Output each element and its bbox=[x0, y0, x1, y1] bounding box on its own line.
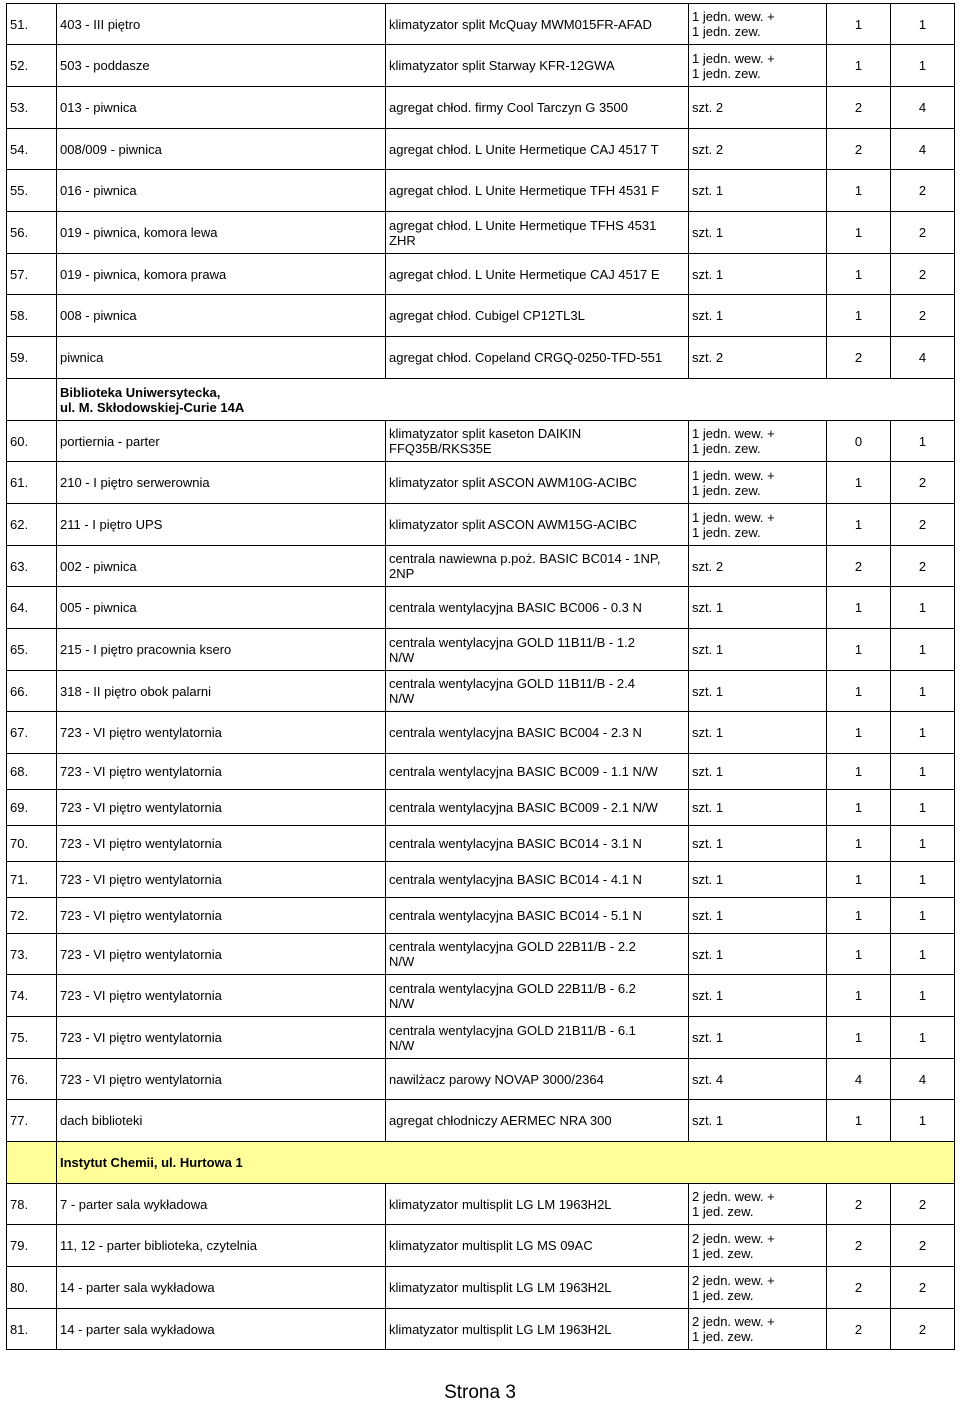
table-body bbox=[7, 4, 955, 1350]
row-location: 210 - I piętro serwerownia bbox=[57, 462, 386, 504]
row-quantity-2: 1 bbox=[891, 4, 955, 45]
table-row bbox=[7, 975, 955, 1017]
row-quantity-1: 1 bbox=[827, 934, 891, 975]
row-location: 723 - VI piętro wentylatornia bbox=[57, 1017, 386, 1059]
row-quantity-1: 1 bbox=[827, 212, 891, 254]
row-quantity-2: 2 bbox=[891, 504, 955, 546]
row-unit: 2 jedn. wew. + 1 jed. zew. bbox=[689, 1267, 827, 1309]
row-location: 14 - parter sala wykładowa bbox=[57, 1267, 386, 1309]
row-number: 70. bbox=[7, 826, 57, 862]
row-unit: szt. 1 bbox=[689, 826, 827, 862]
row-number: 65. bbox=[7, 629, 57, 671]
row-quantity-2: 1 bbox=[891, 975, 955, 1017]
row-quantity-2: 1 bbox=[891, 45, 955, 87]
row-quantity-2: 1 bbox=[891, 421, 955, 462]
row-unit: szt. 2 bbox=[689, 546, 827, 587]
row-quantity-2: 1 bbox=[891, 754, 955, 790]
row-number: 75. bbox=[7, 1017, 57, 1059]
table-row bbox=[7, 1225, 955, 1267]
row-device: agregat chłod. firmy Cool Tarczyn G 3500 bbox=[386, 87, 689, 129]
row-location: 11, 12 - parter biblioteka, czytelnia bbox=[57, 1225, 386, 1267]
row-quantity-1: 2 bbox=[827, 1267, 891, 1309]
row-number: 71. bbox=[7, 862, 57, 898]
table-row bbox=[7, 45, 955, 87]
table-row bbox=[7, 671, 955, 712]
row-unit: szt. 4 bbox=[689, 1059, 827, 1100]
row-unit: szt. 1 bbox=[689, 1100, 827, 1142]
row-device: klimatyzator split ASCON AWM15G-ACIBC bbox=[386, 504, 689, 546]
row-quantity-2: 1 bbox=[891, 587, 955, 629]
row-quantity-1: 1 bbox=[827, 504, 891, 546]
row-number: 74. bbox=[7, 975, 57, 1017]
row-location: 318 - II piętro obok palarni bbox=[57, 671, 386, 712]
row-device: agregat chłod. Cubigel CP12TL3L bbox=[386, 295, 689, 337]
row-quantity-1: 1 bbox=[827, 790, 891, 826]
table-row bbox=[7, 87, 955, 129]
row-number: 59. bbox=[7, 337, 57, 379]
section-header-row bbox=[7, 1142, 955, 1184]
row-device: agregat chłodniczy AERMEC NRA 300 bbox=[386, 1100, 689, 1142]
row-quantity-2: 2 bbox=[891, 546, 955, 587]
row-device: centrala wentylacyjna GOLD 22B11/B - 2.2 N/W bbox=[386, 934, 689, 975]
row-device: centrala wentylacyjna GOLD 21B11/B - 6.1 N/W bbox=[386, 1017, 689, 1059]
row-quantity-1: 1 bbox=[827, 862, 891, 898]
row-unit: szt. 1 bbox=[689, 790, 827, 826]
row-quantity-1: 1 bbox=[827, 1100, 891, 1142]
row-unit: 2 jedn. wew. + 1 jed. zew. bbox=[689, 1225, 827, 1267]
row-unit: szt. 1 bbox=[689, 934, 827, 975]
row-unit: szt. 1 bbox=[689, 898, 827, 934]
row-unit: szt. 1 bbox=[689, 754, 827, 790]
row-quantity-1: 2 bbox=[827, 87, 891, 129]
row-number: 78. bbox=[7, 1184, 57, 1225]
row-number: 51. bbox=[7, 4, 57, 45]
row-quantity-1: 1 bbox=[827, 170, 891, 212]
row-quantity-1: 1 bbox=[827, 898, 891, 934]
row-location: 403 - III piętro bbox=[57, 4, 386, 45]
row-quantity-1: 1 bbox=[827, 295, 891, 337]
section-header-blank bbox=[7, 1142, 57, 1184]
row-quantity-2: 2 bbox=[891, 212, 955, 254]
table-row bbox=[7, 129, 955, 170]
row-location: 005 - piwnica bbox=[57, 587, 386, 629]
row-location: 215 - I piętro pracownia ksero bbox=[57, 629, 386, 671]
section-header-row bbox=[7, 379, 955, 421]
row-location: dach biblioteki bbox=[57, 1100, 386, 1142]
row-unit: 2 jedn. wew. + 1 jed. zew. bbox=[689, 1309, 827, 1350]
row-location: 002 - piwnica bbox=[57, 546, 386, 587]
row-unit: szt. 1 bbox=[689, 629, 827, 671]
row-location: piwnica bbox=[57, 337, 386, 379]
row-number: 69. bbox=[7, 790, 57, 826]
row-location: 019 - piwnica, komora lewa bbox=[57, 212, 386, 254]
table-row bbox=[7, 629, 955, 671]
row-number: 54. bbox=[7, 129, 57, 170]
row-unit: 2 jedn. wew. + 1 jed. zew. bbox=[689, 1184, 827, 1225]
row-device: centrala wentylacyjna BASIC BC014 - 3.1 N bbox=[386, 826, 689, 862]
row-quantity-2: 2 bbox=[891, 254, 955, 295]
row-unit: szt. 1 bbox=[689, 1017, 827, 1059]
row-number: 81. bbox=[7, 1309, 57, 1350]
row-device: centrala wentylacyjna BASIC BC014 - 4.1 N bbox=[386, 862, 689, 898]
row-number: 66. bbox=[7, 671, 57, 712]
row-quantity-2: 2 bbox=[891, 462, 955, 504]
row-unit: szt. 1 bbox=[689, 254, 827, 295]
row-location: 019 - piwnica, komora prawa bbox=[57, 254, 386, 295]
row-device: centrala wentylacyjna GOLD 11B11/B - 1.2 N/W bbox=[386, 629, 689, 671]
row-location: portiernia - parter bbox=[57, 421, 386, 462]
row-quantity-1: 2 bbox=[827, 1309, 891, 1350]
row-device: centrala wentylacyjna BASIC BC014 - 5.1 N bbox=[386, 898, 689, 934]
row-unit: szt. 1 bbox=[689, 862, 827, 898]
row-quantity-1: 1 bbox=[827, 587, 891, 629]
table-row bbox=[7, 4, 955, 45]
table-row bbox=[7, 421, 955, 462]
row-quantity-2: 4 bbox=[891, 1059, 955, 1100]
equipment-table bbox=[6, 3, 955, 1350]
table-row bbox=[7, 1267, 955, 1309]
row-number: 76. bbox=[7, 1059, 57, 1100]
row-number: 80. bbox=[7, 1267, 57, 1309]
row-device: nawilżacz parowy NOVAP 3000/2364 bbox=[386, 1059, 689, 1100]
row-number: 58. bbox=[7, 295, 57, 337]
row-number: 62. bbox=[7, 504, 57, 546]
row-location: 723 - VI piętro wentylatornia bbox=[57, 790, 386, 826]
table-row bbox=[7, 254, 955, 295]
table-row bbox=[7, 504, 955, 546]
row-number: 60. bbox=[7, 421, 57, 462]
row-number: 55. bbox=[7, 170, 57, 212]
row-number: 56. bbox=[7, 212, 57, 254]
row-quantity-1: 2 bbox=[827, 337, 891, 379]
table-row bbox=[7, 1309, 955, 1350]
row-quantity-1: 1 bbox=[827, 754, 891, 790]
row-quantity-1: 2 bbox=[827, 129, 891, 170]
row-device: centrala wentylacyjna BASIC BC009 - 2.1 N/W bbox=[386, 790, 689, 826]
table-row bbox=[7, 826, 955, 862]
row-number: 53. bbox=[7, 87, 57, 129]
row-quantity-2: 1 bbox=[891, 1017, 955, 1059]
table-row bbox=[7, 898, 955, 934]
row-unit: szt. 1 bbox=[689, 295, 827, 337]
row-device: centrala wentylacyjna GOLD 22B11/B - 6.2 N/W bbox=[386, 975, 689, 1017]
table-row bbox=[7, 295, 955, 337]
row-location: 723 - VI piętro wentylatornia bbox=[57, 754, 386, 790]
row-quantity-2: 1 bbox=[891, 1100, 955, 1142]
row-device: klimatyzator multisplit LG LM 1963H2L bbox=[386, 1267, 689, 1309]
row-quantity-2: 1 bbox=[891, 712, 955, 754]
row-location: 008 - piwnica bbox=[57, 295, 386, 337]
row-quantity-1: 2 bbox=[827, 1184, 891, 1225]
row-quantity-1: 0 bbox=[827, 421, 891, 462]
row-number: 57. bbox=[7, 254, 57, 295]
row-unit: 1 jedn. wew. + 1 jedn. zew. bbox=[689, 504, 827, 546]
section-header-title: Instytut Chemii, ul. Hurtowa 1 bbox=[57, 1142, 955, 1184]
row-number: 72. bbox=[7, 898, 57, 934]
row-location: 723 - VI piętro wentylatornia bbox=[57, 712, 386, 754]
row-quantity-1: 2 bbox=[827, 546, 891, 587]
row-quantity-2: 1 bbox=[891, 671, 955, 712]
row-number: 77. bbox=[7, 1100, 57, 1142]
row-device: klimatyzator split ASCON AWM10G-ACIBC bbox=[386, 462, 689, 504]
table-row bbox=[7, 462, 955, 504]
row-number: 67. bbox=[7, 712, 57, 754]
row-quantity-2: 4 bbox=[891, 129, 955, 170]
row-quantity-1: 2 bbox=[827, 1225, 891, 1267]
row-quantity-2: 2 bbox=[891, 1225, 955, 1267]
table-row bbox=[7, 1100, 955, 1142]
row-unit: szt. 1 bbox=[689, 170, 827, 212]
row-quantity-1: 4 bbox=[827, 1059, 891, 1100]
row-location: 013 - piwnica bbox=[57, 87, 386, 129]
row-unit: 1 jedn. wew. + 1 jedn. zew. bbox=[689, 462, 827, 504]
table-row bbox=[7, 934, 955, 975]
row-device: centrala wentylacyjna GOLD 11B11/B - 2.4 N/W bbox=[386, 671, 689, 712]
row-quantity-2: 2 bbox=[891, 1309, 955, 1350]
row-quantity-2: 1 bbox=[891, 629, 955, 671]
row-unit: szt. 1 bbox=[689, 712, 827, 754]
row-quantity-2: 1 bbox=[891, 862, 955, 898]
table-row bbox=[7, 712, 955, 754]
row-quantity-1: 1 bbox=[827, 4, 891, 45]
row-location: 211 - I piętro UPS bbox=[57, 504, 386, 546]
row-quantity-1: 1 bbox=[827, 254, 891, 295]
row-unit: szt. 2 bbox=[689, 129, 827, 170]
row-quantity-2: 2 bbox=[891, 1267, 955, 1309]
section-header-title: Biblioteka Uniwersytecka, ul. M. Skłodowskiej-Curie 14A bbox=[57, 379, 955, 421]
row-quantity-1: 1 bbox=[827, 1017, 891, 1059]
row-unit: szt. 1 bbox=[689, 671, 827, 712]
section-header-blank bbox=[7, 379, 57, 421]
row-device: klimatyzator split kaseton DAIKIN FFQ35B/RKS35E bbox=[386, 421, 689, 462]
row-device: centrala wentylacyjna BASIC BC009 - 1.1 N/W bbox=[386, 754, 689, 790]
row-device: klimatyzator multisplit LG LM 1963H2L bbox=[386, 1309, 689, 1350]
table-row bbox=[7, 337, 955, 379]
row-device: centrala wentylacyjna BASIC BC006 - 0.3 N bbox=[386, 587, 689, 629]
row-device: agregat chłod. L Unite Hermetique TFHS 4531 ZHR bbox=[386, 212, 689, 254]
row-quantity-2: 1 bbox=[891, 826, 955, 862]
row-device: agregat chłod. L Unite Hermetique CAJ 4517 T bbox=[386, 129, 689, 170]
table-row bbox=[7, 754, 955, 790]
row-location: 016 - piwnica bbox=[57, 170, 386, 212]
row-device: agregat chłod. L Unite Hermetique TFH 4531 F bbox=[386, 170, 689, 212]
row-device: klimatyzator multisplit LG LM 1963H2L bbox=[386, 1184, 689, 1225]
row-quantity-1: 1 bbox=[827, 671, 891, 712]
row-number: 64. bbox=[7, 587, 57, 629]
page-number: Strona 3 bbox=[444, 1382, 516, 1403]
row-number: 52. bbox=[7, 45, 57, 87]
row-location: 14 - parter sala wykładowa bbox=[57, 1309, 386, 1350]
row-quantity-2: 4 bbox=[891, 337, 955, 379]
table-row bbox=[7, 1017, 955, 1059]
row-location: 723 - VI piętro wentylatornia bbox=[57, 862, 386, 898]
row-quantity-2: 2 bbox=[891, 1184, 955, 1225]
row-device: klimatyzator split Starway KFR-12GWA bbox=[386, 45, 689, 87]
row-quantity-1: 1 bbox=[827, 462, 891, 504]
table-row bbox=[7, 170, 955, 212]
row-quantity-2: 1 bbox=[891, 898, 955, 934]
row-location: 7 - parter sala wykładowa bbox=[57, 1184, 386, 1225]
row-unit: 1 jedn. wew. + 1 jedn. zew. bbox=[689, 421, 827, 462]
row-quantity-1: 1 bbox=[827, 712, 891, 754]
table-row bbox=[7, 587, 955, 629]
row-quantity-1: 1 bbox=[827, 826, 891, 862]
row-number: 68. bbox=[7, 754, 57, 790]
row-quantity-2: 2 bbox=[891, 170, 955, 212]
row-quantity-1: 1 bbox=[827, 45, 891, 87]
row-quantity-2: 2 bbox=[891, 295, 955, 337]
row-location: 723 - VI piętro wentylatornia bbox=[57, 826, 386, 862]
table-row bbox=[7, 212, 955, 254]
row-device: centrala wentylacyjna BASIC BC004 - 2.3 N bbox=[386, 712, 689, 754]
table-row bbox=[7, 862, 955, 898]
row-device: klimatyzator split McQuay MWM015FR-AFAD bbox=[386, 4, 689, 45]
row-location: 723 - VI piętro wentylatornia bbox=[57, 1059, 386, 1100]
row-unit: szt. 1 bbox=[689, 212, 827, 254]
row-number: 73. bbox=[7, 934, 57, 975]
row-device: klimatyzator multisplit LG MS 09AC bbox=[386, 1225, 689, 1267]
row-unit: szt. 1 bbox=[689, 975, 827, 1017]
table-row bbox=[7, 1059, 955, 1100]
row-unit: 1 jedn. wew. + 1 jedn. zew. bbox=[689, 4, 827, 45]
row-location: 723 - VI piętro wentylatornia bbox=[57, 975, 386, 1017]
table-row bbox=[7, 790, 955, 826]
row-unit: szt. 2 bbox=[689, 337, 827, 379]
row-unit: szt. 1 bbox=[689, 587, 827, 629]
row-location: 503 - poddasze bbox=[57, 45, 386, 87]
table-row bbox=[7, 546, 955, 587]
row-quantity-1: 1 bbox=[827, 629, 891, 671]
row-device: agregat chłod. L Unite Hermetique CAJ 4517 E bbox=[386, 254, 689, 295]
row-location: 008/009 - piwnica bbox=[57, 129, 386, 170]
row-number: 61. bbox=[7, 462, 57, 504]
row-quantity-2: 1 bbox=[891, 934, 955, 975]
row-number: 79. bbox=[7, 1225, 57, 1267]
table-row bbox=[7, 1184, 955, 1225]
row-location: 723 - VI piętro wentylatornia bbox=[57, 898, 386, 934]
row-unit: 1 jedn. wew. + 1 jedn. zew. bbox=[689, 45, 827, 87]
row-quantity-2: 4 bbox=[891, 87, 955, 129]
row-quantity-2: 1 bbox=[891, 790, 955, 826]
row-unit: szt. 2 bbox=[689, 87, 827, 129]
row-location: 723 - VI piętro wentylatornia bbox=[57, 934, 386, 975]
row-device: agregat chłod. Copeland CRGQ-0250-TFD-551 bbox=[386, 337, 689, 379]
row-quantity-1: 1 bbox=[827, 975, 891, 1017]
row-number: 63. bbox=[7, 546, 57, 587]
row-device: centrala nawiewna p.poż. BASIC BC014 - 1NP, 2NP bbox=[386, 546, 689, 587]
